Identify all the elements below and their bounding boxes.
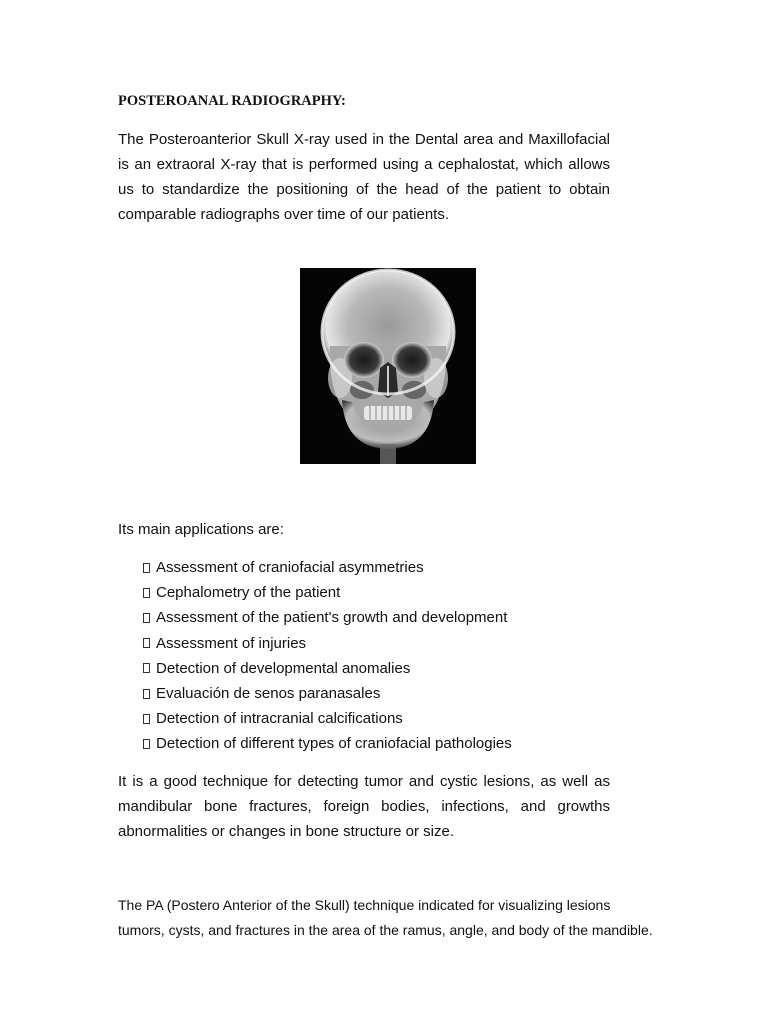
section-heading: POSTEROANAL RADIOGRAPHY:: [118, 93, 346, 109]
list-item: Detection of intracranial calcifications: [143, 706, 512, 731]
list-item: Detection of different types of craniofacial pathologies: [143, 731, 512, 756]
applications-lead: Its main applications are:: [118, 521, 284, 538]
list-item: Assessment of the patient's growth and development: [143, 605, 512, 630]
list-item: Evaluación de senos paranasales: [143, 681, 512, 706]
checkbox-bullet-icon: [143, 739, 150, 749]
checkbox-bullet-icon: [143, 663, 150, 673]
list-item: Assessment of craniofacial asymmetries: [143, 555, 512, 580]
skull-xray-image: [300, 268, 476, 464]
checkbox-bullet-icon: [143, 638, 150, 648]
checkbox-bullet-icon: [143, 563, 150, 573]
checkbox-bullet-icon: [143, 689, 150, 699]
technique-paragraph: It is a good technique for detecting tumor and cystic lesions, as well as mandibular bone fractures, foreign bodies, infections, and growths abnormalities or changes in bone structure or size.: [118, 773, 610, 840]
checkbox-bullet-icon: [143, 714, 150, 724]
pa-note-paragraph: The PA (Postero Anterior of the Skull) technique indicated for visualizing lesions tumors, cysts, and fractures in the area of the ramus, angle, and body of the mandible.: [118, 897, 653, 938]
applications-list: [143, 555, 512, 757]
list-item: Assessment of injuries: [143, 631, 512, 656]
list-item: Cephalometry of the patient: [143, 580, 512, 605]
checkbox-bullet-icon: [143, 588, 150, 598]
intro-paragraph: The Posteroanterior Skull X-ray used in the Dental area and Maxillofacial is an extraoral X-ray that is performed using a cephalostat, which allows us to standardize the positioning of the head of the patient to obtain comparable radiographs over time of our patients.: [118, 131, 610, 223]
list-item: Detection of developmental anomalies: [143, 656, 512, 681]
checkbox-bullet-icon: [143, 613, 150, 623]
